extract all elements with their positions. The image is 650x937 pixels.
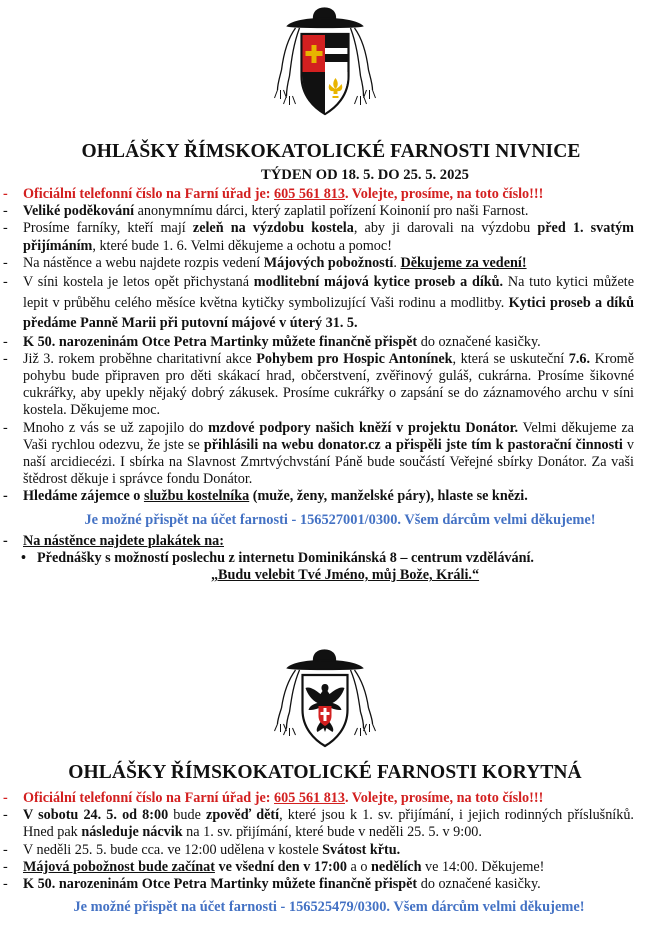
nivnice-coat-of-arms-icon	[268, 4, 383, 122]
phone-number: 605 561 813	[274, 790, 345, 806]
poster-quote: „Budu velebit Tvé Jméno, můj Bože, Králi.“	[210, 567, 480, 584]
nivnice-account-note: Je možné přispět na účet farnosti - 156527001/0300. Všem dárcům velmi děkujeme!	[84, 511, 596, 528]
list-item: - Oficiální telefonní číslo na Farní úřad je: 605 561 813. Volejte, prosíme, na toto číslo!!!	[3, 186, 544, 202]
korytna-announcements	[0, 790, 650, 916]
list-item: - K 50. narozeninám Otce Petra Martinky můžete finančně přispět do označené kasičky.	[3, 333, 541, 350]
list-item: - Na nástěnce a webu najdete rozpis vedení Májových pobožností. Děkujeme za vedení!	[3, 254, 527, 271]
korytna-account-note: Je možné přispět na účet farnosti - 156525479/0300. Všem dárcům velmi děkujeme!	[73, 899, 585, 916]
list-item: - V sobotu 24. 5. od 8:00 bude zpověď dětí, které jsou k 1. sv. přijímání, i jejich rodinných příslušníků. Hned pak následuje nácvik na 1. sv. přijímání, které bude v neděli 25. 5. v 9:00.	[3, 807, 634, 841]
list-item: - V neděli 25. 5. bude cca. ve 12:00 udělena v kostele Svátost křtu.	[3, 841, 401, 858]
list-item: - Veliké poděkování anonymnímu dárci, který zaplatil pořízení Koinonií pro naši Farnost.	[3, 203, 529, 220]
nivnice-week: TÝDEN OD 18. 5. DO 25. 5. 2025	[261, 167, 469, 183]
nivnice-announcements	[0, 186, 650, 584]
list-item: - Májová pobožnost bude začínat ve všední den v 17:00 a o nedělích ve 14:00. Děkujeme!	[3, 858, 545, 875]
list-item: - Již 3. rokem proběhne charitativní akce Pohybem pro Hospic Antonínek, která se uskuteční 7.6. Kromě pohybu bude připraven pro děti skákací hrad, občerstvení, zvěřinový guláš, cukrárna. Prosíme šikovné cukrářky, aby upekly nějaký dobrý zákusek. Prosíme cukrářky o zapsání se do záznamového archu v síni kostela. Děkujeme moc.	[3, 350, 634, 419]
nivnice-title: OHLÁŠKY ŘÍMSKOKATOLICKÉ FARNOSTI NIVNICE	[81, 141, 581, 162]
phone-number: 605 561 813	[274, 186, 345, 202]
korytna-title: OHLÁŠKY ŘÍMSKOKATOLICKÉ FARNOSTI KORYTNÁ	[68, 762, 582, 783]
korytna-coat-of-arms-icon	[268, 648, 383, 750]
list-item: - Hledáme zájemce o službu kostelníka (muže, ženy, manželské páry), hlaste se knězi.	[3, 488, 528, 505]
list-item: - K 50. narozeninám Otce Petra Martinky můžete finančně přispět do označené kasičky.	[3, 876, 541, 893]
list-item: - Prosíme farníky, kteří mají zeleň na výzdobu kostela, aby ji darovali na výzdobu před 1. svatým přijímáním, které bude 1. 6. Velmi děkujeme a ochotu a pomoc!	[3, 220, 634, 254]
list-item: - Oficiální telefonní číslo na Farní úřad je: 605 561 813. Volejte, prosíme, na toto číslo!!!	[3, 790, 544, 806]
list-item: - Na nástěnce najdete plakátek na:	[3, 532, 224, 549]
list-item: - Mnoho z vás se už zapojilo do mzdové podpory našich kněží v projektu Donátor. Velmi děkujeme za Vaši rychlou odezvu, že jste se přihlásili na webu donator.cz a přispěli jste tím k pastorační činnosti v naší arcidiecézi. I sbírka na Slavnost Zmrtvýchvstání Páně bude součástí Veřejné sbírky Donátor. Za vaši štědrost děkuje i správce fondu Donátor.	[3, 419, 635, 488]
list-item: - V síni kostela je letos opět přichystaná modlitební májová kytice proseb a díků. Na tuto kytici můžete lepit v průběhu celého měsíce května kytičky symbolizující Vaši rodinu a modlitby. Kytici proseb a díků předáme Panně Marii při putovní májové v úterý 31. 5.	[3, 274, 634, 332]
bullet-item: • Přednášky s možností poslechu z internetu Dominikánská 8 – centrum vzdělávání.	[21, 549, 534, 566]
